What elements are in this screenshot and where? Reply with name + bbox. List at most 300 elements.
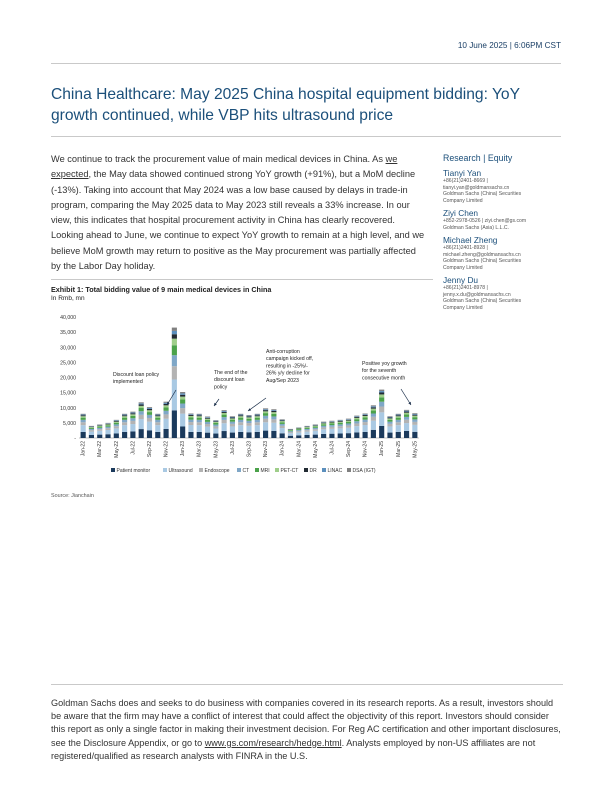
bar-segment — [89, 430, 94, 431]
bar-segment — [238, 418, 243, 420]
bar-segment — [130, 418, 135, 421]
bar-segment — [180, 414, 185, 427]
analyst-contact-line: michael.zheng@goldmansachs.cn — [443, 251, 521, 258]
bar-segment — [222, 420, 227, 423]
bar-segment — [387, 422, 392, 424]
bar-segment — [246, 421, 251, 423]
y-tick-label: - — [74, 436, 76, 442]
bar-segment — [122, 420, 127, 422]
bar-segment — [238, 415, 243, 416]
bar-segment — [338, 423, 343, 425]
bar-segment — [164, 419, 169, 429]
bar-segment — [271, 416, 276, 419]
bar-segment — [255, 418, 260, 420]
bar-segment — [329, 425, 334, 427]
bar-segment — [379, 407, 384, 413]
legend-swatch — [163, 468, 167, 472]
annotation-text: Discount loan policy — [113, 372, 160, 378]
bar-segment — [363, 414, 368, 415]
bar-segment — [280, 433, 285, 438]
bar-segment — [354, 417, 359, 418]
bar-segment — [139, 419, 144, 429]
x-tick-label: Jan-22 — [80, 441, 87, 457]
annotation-text: implemented — [113, 379, 143, 386]
bar-segment — [147, 415, 152, 418]
bar-segment — [188, 425, 193, 432]
bar-segment — [197, 418, 202, 420]
bar-segment — [180, 397, 185, 400]
bar-segment — [313, 426, 318, 427]
bar-segment — [288, 431, 293, 432]
disclaimer-text: Goldman Sachs does and seeks to do business with companies covered in its research reports. As a result, investors should be aware that the firm may have a conflict of interest that could affect the objectivity of this report. Investors should consider this report as only a single factor in making their investment decision. For Reg AC certification and other important disclosures, see the Disclosure Appendix, or go to — [51, 698, 561, 748]
bar-segment — [197, 420, 202, 422]
legend-label: PET-CT — [280, 468, 299, 474]
bar-segment — [263, 431, 268, 438]
analyst-contact-line: Goldman Sachs (China) Securities — [443, 191, 522, 197]
bar-segment — [329, 424, 334, 426]
bar-segment — [396, 422, 401, 425]
legend-swatch — [275, 468, 279, 472]
bar-segment — [188, 432, 193, 438]
bar-segment — [396, 415, 401, 416]
analyst-contact-line: +86(21)2401-8928 | — [443, 245, 488, 251]
bar-segment — [180, 392, 185, 393]
bar-segment — [222, 413, 227, 415]
bar-segment — [412, 432, 417, 438]
x-tick-label: Sep-23 — [246, 441, 253, 458]
annotation-text: The end of the — [214, 370, 248, 376]
bar-segment — [147, 412, 152, 415]
bar-segment — [412, 413, 417, 414]
bar-segment — [105, 428, 110, 430]
bar-segment — [230, 418, 235, 419]
bar-segment — [296, 428, 301, 429]
bar-segment — [97, 425, 102, 426]
bar-segment — [205, 417, 210, 418]
bar-segment — [205, 427, 210, 433]
bar-segment — [371, 421, 376, 430]
bar-segment — [271, 419, 276, 422]
bar-segment — [89, 429, 94, 430]
analyst-contact-line: jenny.x.du@goldmansachs.cn — [443, 291, 511, 298]
bar-segment — [404, 423, 409, 431]
bar-segment — [263, 409, 268, 410]
bar-segment — [172, 355, 177, 366]
bar-segment — [205, 418, 210, 419]
bar-segment — [238, 415, 243, 416]
bar-segment — [114, 426, 119, 428]
bar-segment — [81, 422, 86, 425]
legend-label: CT — [242, 468, 250, 474]
x-tick-label: Mar-25 — [395, 441, 402, 457]
bar-segment — [105, 424, 110, 425]
bar-segment — [404, 410, 409, 411]
bar-segment — [180, 427, 185, 439]
bar-segment — [172, 410, 177, 438]
bar-segment — [172, 366, 177, 379]
bar-segment — [122, 418, 127, 420]
analyst-contact-line: tianyi.yan@goldmansachs.cn — [443, 184, 510, 191]
bar-segment — [205, 433, 210, 438]
bar-segment — [280, 424, 285, 426]
bar-segment — [230, 433, 235, 438]
bar-segment — [205, 422, 210, 424]
report-title: China Healthcare: May 2025 China hospital equipment bidding: YoY growth continued, while VBP hits ultrasound price — [51, 86, 520, 124]
exhibit-divider — [51, 279, 433, 280]
bar-segment — [338, 426, 343, 428]
bar-segment — [304, 435, 309, 438]
bar-segment — [246, 423, 251, 426]
intro-link[interactable]: we expected — [51, 154, 398, 180]
bar-segment — [155, 418, 160, 420]
bar-segment — [246, 415, 251, 416]
bar-segment — [404, 417, 409, 420]
bar-segment — [271, 411, 276, 412]
bar-segment — [130, 431, 135, 438]
bar-segment — [188, 417, 193, 419]
analyst-contact-line: +86(21)2401-8978 | — [443, 285, 488, 291]
legend-label: DSA (IGT) — [352, 468, 376, 474]
bar-segment — [346, 419, 351, 420]
bar-segment — [396, 416, 401, 417]
bar-segment — [304, 432, 309, 435]
bar-segment — [280, 428, 285, 433]
bar-segment — [396, 414, 401, 415]
bar-segment — [213, 423, 218, 425]
x-tick-label: May-24 — [312, 441, 319, 458]
bar-segment — [147, 418, 152, 422]
bar-segment — [371, 430, 376, 438]
disclaimer-divider — [51, 684, 563, 685]
bar-segment — [280, 421, 285, 422]
bar-segment — [271, 410, 276, 411]
bar-segment — [147, 422, 152, 431]
bar-segment — [97, 429, 102, 431]
bar-segment — [255, 415, 260, 416]
bar-segment — [296, 430, 301, 431]
bar-segment — [379, 393, 384, 395]
bar-segment — [271, 409, 276, 410]
bar-segment — [321, 427, 326, 429]
bar-segment — [338, 424, 343, 426]
bar-segment — [155, 432, 160, 438]
bar-segment — [105, 425, 110, 426]
analyst-name: Michael Zheng — [443, 235, 498, 245]
bar-segment — [412, 419, 417, 421]
x-tick-label: Jul-24 — [329, 441, 336, 455]
bar-segment — [329, 422, 334, 423]
disclosure-link[interactable]: www.gs.com/research/hedge.html — [204, 737, 342, 748]
disclaimer — [51, 697, 563, 763]
legend-label: MRI — [260, 468, 270, 474]
bar-segment — [172, 328, 177, 331]
bar-segment — [81, 415, 86, 416]
bar-segment — [97, 427, 102, 428]
bar-segment — [139, 411, 144, 415]
bar-segment — [155, 425, 160, 432]
bar-segment — [329, 421, 334, 422]
bar-segment — [280, 426, 285, 428]
bar-segment — [313, 425, 318, 426]
legend-label: LINAC — [327, 468, 343, 474]
bar-segment — [230, 416, 235, 417]
bar-segment — [97, 426, 102, 427]
bar-segment — [164, 429, 169, 438]
x-tick-label: Jul-22 — [130, 441, 137, 455]
bar-segment — [139, 402, 144, 403]
bar-segment — [246, 419, 251, 421]
bar-segment — [338, 420, 343, 421]
x-tick-label: Jan-25 — [379, 441, 386, 457]
legend-swatch — [304, 468, 308, 472]
x-tick-label: Nov-22 — [163, 441, 170, 458]
research-section-label: Research | Equity — [443, 153, 513, 163]
disclaimer-text-end: . Analysts employed by non-US affiliates are not registered/qualified as research analysts with FINRA in the U.S. — [51, 737, 536, 761]
bar-segment — [363, 414, 368, 415]
bar-segment — [354, 426, 359, 432]
bar-segment — [354, 416, 359, 417]
bar-segment — [213, 429, 218, 434]
bar-segment — [205, 417, 210, 418]
bar-segment — [263, 413, 268, 416]
bar-segment — [222, 415, 227, 418]
bar-segment — [371, 417, 376, 421]
bar-segment — [105, 434, 110, 438]
annotation-text: resulting in -25%/- — [266, 363, 308, 370]
bar-segment — [230, 418, 235, 419]
bar-segment — [404, 431, 409, 438]
bar-segment — [255, 414, 260, 415]
bar-segment — [313, 429, 318, 431]
bar-segment — [304, 427, 309, 428]
bar-segment — [321, 423, 326, 424]
bar-segment — [238, 432, 243, 438]
bar-segment — [188, 415, 193, 416]
bar-segment — [280, 422, 285, 424]
bar-segment — [346, 422, 351, 424]
bar-segment — [255, 422, 260, 425]
bar-segment — [81, 425, 86, 432]
bar-segment — [387, 424, 392, 427]
bar-segment — [130, 412, 135, 413]
annotation-text: for the seventh — [362, 368, 397, 375]
intro-paragraph — [51, 152, 427, 274]
analyst-name: Jenny Du — [443, 275, 479, 285]
bar-segment — [246, 416, 251, 417]
bar-segment — [288, 430, 293, 431]
bar-segment — [271, 414, 276, 417]
intro-text-after: , the May data showed continued strong YoY growth (+91%), but a MoM decline (-13%). Taking into account that May 2024 was a low base caused by delays in trade-in program, comparing the May 2025 data to May 2023 still reveals a 33% increase. In our view, this indicates that hospital procurement activity in China has clearly recovered. Looking ahead to June, we continue to expect YoY growth to remain at a high level, and we believe MoM growth may return to positive as the May procurement was partially affected by the Labor Day holiday. — [51, 169, 425, 272]
bar-segment — [404, 413, 409, 415]
analyst-contact-line: Goldman Sachs (Asia) L.L.C. — [443, 224, 509, 231]
bar-segment — [371, 406, 376, 407]
legend-swatch — [111, 468, 115, 472]
legend-label: DR — [309, 468, 317, 474]
bar-segment — [271, 412, 276, 414]
bar-segment — [329, 429, 334, 434]
bar-segment — [363, 425, 368, 432]
bar-segment — [164, 405, 169, 407]
bar-segment — [321, 424, 326, 425]
bar-segment — [404, 414, 409, 417]
bar-segment — [147, 430, 152, 438]
bar-segment — [164, 408, 169, 411]
bar-segment — [288, 430, 293, 431]
bar-segment — [363, 422, 368, 425]
bar-segment — [139, 429, 144, 438]
bar-segment — [321, 426, 326, 428]
bar-segment — [296, 429, 301, 430]
bar-segment — [114, 420, 119, 421]
bar-segment — [371, 409, 376, 411]
legend-label: Endoscope — [204, 468, 230, 474]
bar-segment — [122, 422, 127, 425]
annotation-text: campaign kicked off, — [266, 356, 314, 363]
bar-segment — [255, 415, 260, 416]
analyst-contact-line: Company Limited — [443, 264, 483, 271]
bar-segment — [296, 432, 301, 435]
bar-segment — [246, 416, 251, 417]
bar-segment — [412, 414, 417, 415]
x-tick-label: May-22 — [113, 441, 120, 458]
bar-segment — [280, 420, 285, 421]
bar-segment — [338, 420, 343, 421]
bar-segment — [238, 416, 243, 417]
bar-segment — [387, 426, 392, 432]
analyst-name: Ziyi Chen — [443, 208, 479, 218]
bar-segment — [188, 422, 193, 425]
header-divider — [51, 63, 561, 64]
bar-segment — [313, 431, 318, 435]
x-tick-label: Jan-24 — [279, 441, 286, 457]
bar-segment — [188, 420, 193, 422]
intro-text-before: We continue to track the procurement value of main medical devices in China. As — [51, 154, 386, 164]
bar-segment — [114, 422, 119, 423]
title-divider — [51, 136, 561, 137]
bar-segment — [147, 410, 152, 412]
bar-segment — [263, 408, 268, 409]
legend-swatch — [199, 468, 203, 472]
x-tick-label: Sep-24 — [346, 441, 353, 458]
bar-segment — [81, 414, 86, 415]
bar-segment — [288, 433, 293, 436]
y-tick-label: 15,000 — [60, 390, 76, 397]
bar-segment — [105, 430, 110, 434]
analyst-contact-line: Goldman Sachs (China) Securities — [443, 258, 522, 264]
bar-segment — [396, 415, 401, 416]
bar-segment — [255, 425, 260, 432]
legend-label: Patient monitor — [116, 468, 151, 474]
bar-segment — [379, 426, 384, 438]
bar-segment — [81, 420, 86, 422]
bar-segment — [304, 429, 309, 430]
annotation-arrowhead — [214, 403, 217, 406]
bar-segment — [346, 419, 351, 420]
bar-segment — [105, 427, 110, 429]
bar-segment — [404, 412, 409, 413]
bar-segment — [122, 425, 127, 432]
bar-segment — [387, 416, 392, 417]
bar-segment — [271, 423, 276, 431]
bar-segment — [180, 395, 185, 397]
bar-segment — [304, 430, 309, 431]
bar-segment — [155, 415, 160, 416]
bar-segment — [230, 426, 235, 432]
bar-segment — [304, 428, 309, 429]
bar-segment — [246, 432, 251, 438]
x-tick-label: Sep-22 — [146, 441, 153, 458]
x-tick-label: Nov-24 — [362, 441, 369, 458]
bar-segment — [197, 425, 202, 432]
bar-segment — [296, 435, 301, 438]
bar-segment — [379, 391, 384, 392]
x-tick-label: May-25 — [412, 441, 419, 458]
bar-segment — [188, 414, 193, 415]
bar-segment — [188, 416, 193, 417]
bar-segment — [122, 415, 127, 416]
bar-segment — [363, 416, 368, 417]
bar-segment — [130, 412, 135, 413]
bar-segment — [155, 416, 160, 417]
y-tick-label: 5,000 — [63, 420, 76, 427]
annotation-text: Aug/Sep 2023 — [266, 377, 299, 384]
bar-segment — [81, 432, 86, 438]
y-tick-label: 40,000 — [60, 315, 76, 321]
bar-segment — [371, 414, 376, 417]
bar-segment — [122, 432, 127, 438]
bar-segment — [155, 422, 160, 425]
bar-segment — [321, 423, 326, 424]
bar-segment — [139, 406, 144, 408]
bar-segment — [222, 431, 227, 438]
bar-segment — [130, 421, 135, 424]
bar-segment — [387, 420, 392, 422]
bar-segment — [180, 408, 185, 414]
bar-segment — [346, 421, 351, 422]
bar-segment — [412, 417, 417, 419]
bar-segment — [396, 420, 401, 422]
bidding-value-chart — [51, 305, 431, 477]
bar-segment — [97, 428, 102, 429]
bar-segment — [346, 423, 351, 425]
bar-segment — [197, 414, 202, 415]
bar-segment — [89, 435, 94, 438]
annotation-text: policy — [214, 384, 228, 391]
bar-segment — [222, 411, 227, 412]
y-tick-label: 10,000 — [60, 405, 76, 412]
bar-segment — [130, 416, 135, 418]
bar-segment — [114, 423, 119, 425]
bar-segment — [197, 416, 202, 417]
bar-segment — [213, 420, 218, 421]
bar-segment — [329, 434, 334, 438]
bar-segment — [387, 417, 392, 418]
exhibit-unit: In Rmb, mn — [51, 295, 85, 302]
bar-segment — [114, 424, 119, 426]
bar-segment — [172, 339, 177, 346]
bar-segment — [354, 418, 359, 419]
bar-segment — [122, 416, 127, 417]
analyst-contact-line: Company Limited — [443, 197, 483, 204]
legend-swatch — [237, 468, 241, 472]
bar-segment — [346, 420, 351, 421]
bar-segment — [213, 425, 218, 427]
bar-segment — [412, 425, 417, 432]
report-date: 10 June 2025 | 6:06PM CST — [457, 41, 561, 50]
bar-segment — [354, 423, 359, 426]
bar-segment — [263, 411, 268, 413]
bar-segment — [172, 345, 177, 355]
